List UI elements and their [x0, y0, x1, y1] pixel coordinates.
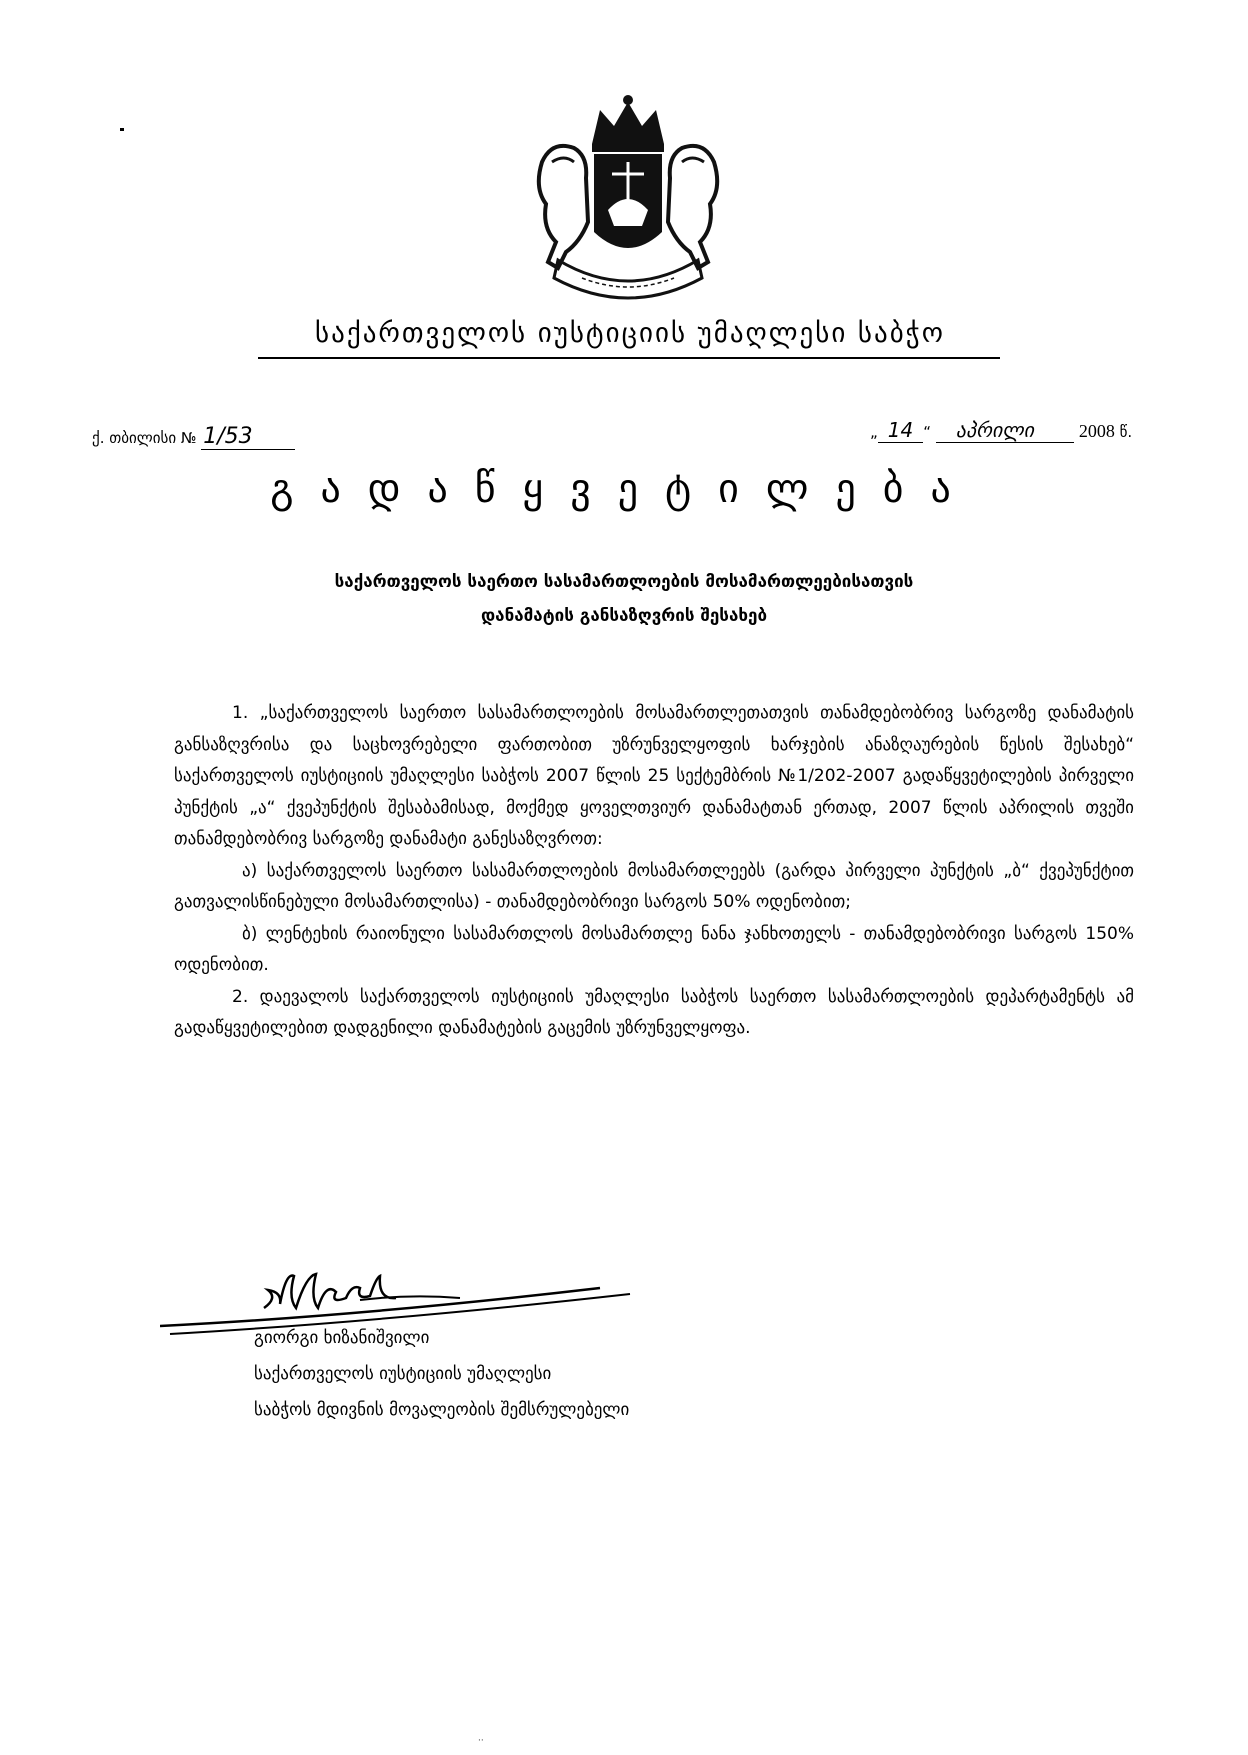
document-number-line: [92, 424, 295, 450]
document-title: [150, 565, 1098, 633]
header-rule: [258, 357, 1000, 359]
signer-block: [254, 1320, 629, 1428]
document-type-heading: გადაწყვეტილება: [270, 466, 978, 512]
scan-speck: [120, 128, 124, 131]
paragraph-1: 1. „საქართველოს საერთო სასამართლოების მოსამართლეთათვის თანამდებობრივ სარგოზე დანამატის განსაზღვრისა და საცხოვრებელი ფართობით უზრუნველყოფის ხარჯების ანაზღაურების წესის შესახებ“ საქართველოს იუსტიციის უმაღლესი საბჭოს 2007 წლის 25 სექტემბრის №1/202-2007 გადაწყვეტილების პირველი პუნქტის „ა“ ქვეპუნქტის შესაბამისად, მოქმედ ყოველთვიურ დანამატთან ერთად, 2007 წლის აპრილის თვეში თანამდებობრივ სარგოზე დანამატი განესაზღვროთ:: [174, 703, 1134, 849]
city-prefix: ქ. თბილისი №: [92, 429, 197, 447]
date-day: 14: [878, 418, 923, 443]
document-number: 1/53: [201, 424, 294, 450]
paragraph-1a: ა) საქართველოს საერთო სასამართლოების მოსამართლეებს (გარდა პირველი პუნქტის „ბ“ ქვეპუნქტით გათვალისწინებული მოსამართლისა) - თანამდებობრივი სარგოს 50% ოდენობით;: [174, 860, 1134, 912]
year-suffix: წ.: [1119, 423, 1133, 441]
signer-position-1: საქართველოს იუსტიციის უმაღლესი: [254, 1364, 552, 1384]
signer-name: გიორგი ხიზანიშვილი: [254, 1328, 430, 1348]
scan-mark: ··: [478, 1736, 484, 1746]
paragraph-2: 2. დაევალოს საქართველოს იუსტიციის უმაღლესი საბჭოს საერთო სასამართლოების დეპარტამენტს ამ გადაწყვეტილებით დადგენილი დანამატების გაცემის უზრუნველყოფა.: [174, 986, 1134, 1038]
paragraph-1b: ბ) ლენტეხის რაიონული სასამართლოს მოსამართლე ნანა ჯანხოთელს - თანამდებობრივი სარგოს 150% ოდენობით.: [174, 923, 1134, 975]
title-line-2: დანამატის განსაზღვრის შესახებ: [480, 606, 768, 626]
title-line-1: საქართველოს საერთო სასამართლოების მოსამართლეებისათვის: [334, 572, 914, 592]
institution-name: საქართველოს იუსტიციის უმაღლესი საბჭო: [315, 318, 945, 349]
coat-of-arms-emblem: [522, 92, 734, 304]
signer-position-2: საბჭოს მდივნის მოვალეობის შემსრულებელი: [254, 1400, 630, 1420]
document-body: [174, 698, 1134, 1045]
date-month: აპრილი: [936, 418, 1074, 443]
document-date: „ 14 “ აპრილი 2008 წ.: [870, 418, 1133, 442]
date-year: 2008: [1078, 421, 1115, 441]
